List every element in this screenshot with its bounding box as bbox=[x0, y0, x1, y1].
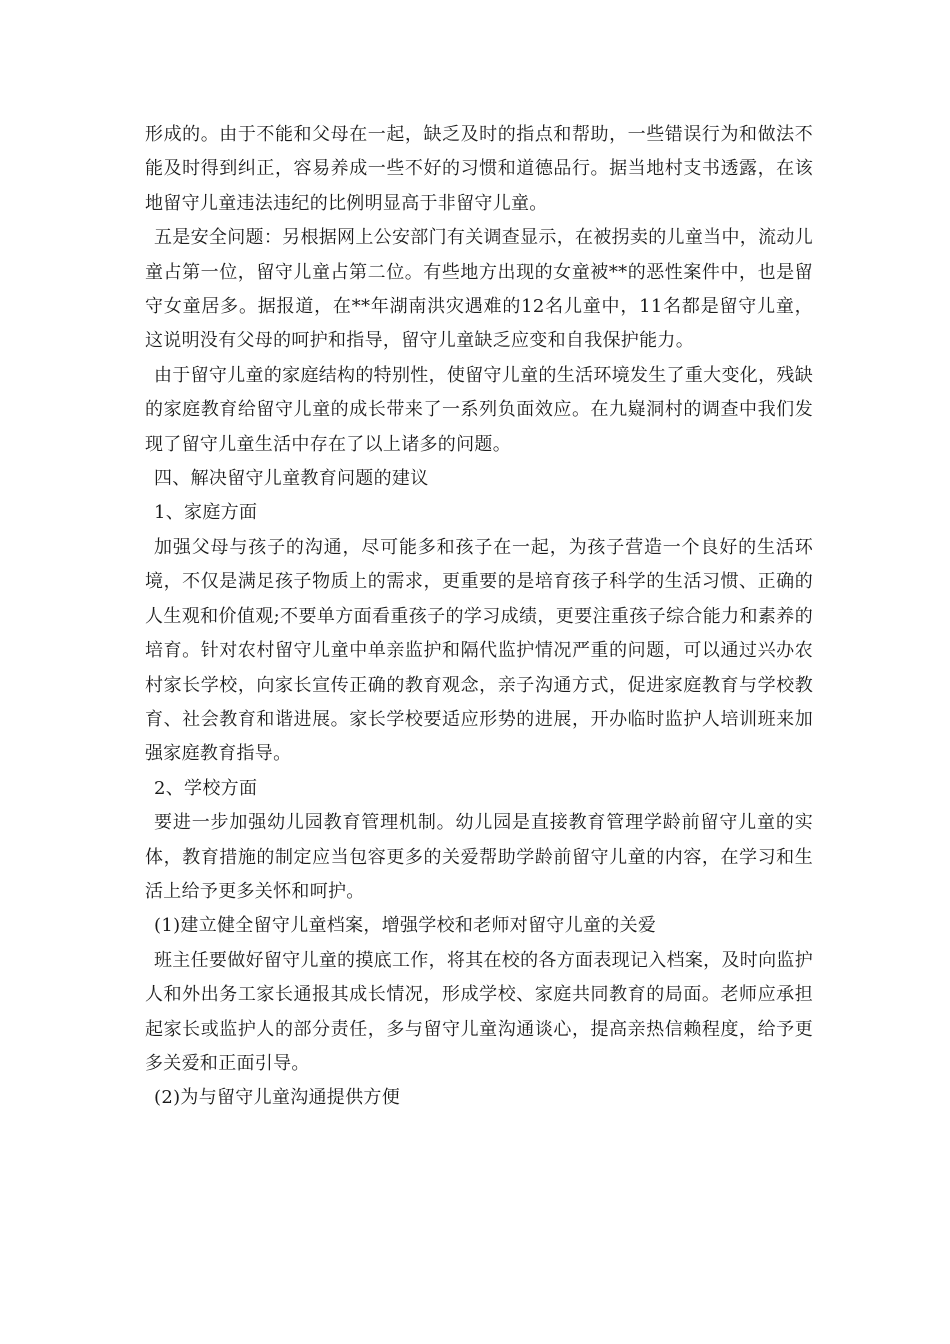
paragraph-summary: 由于留守儿童的家庭结构的特别性，使留守儿童的生活环境发生了重大变化，残缺的家庭教育给留守儿童的成长带来了一系列负面效应。在九嶷洞村的调查中我们发现了留守儿童生活中存在了以上诸多的问题。 bbox=[145, 364, 813, 455]
subheading-family: 1、家庭方面 bbox=[154, 502, 258, 524]
paragraph-family: 加强父母与孩子的沟通，尽可能多和孩子在一起，为孩子营造一个良好的生活环境，不仅是满足孩子物质上的需求，更重要的是培育孩子科学的生活习惯、正确的人生观和价值观;不要单方面看重孩子的学习成绩，更要注重孩子综合能力和素养的培育。针对农村留守儿童中单亲监护和隔代监护情况严重的问题，可以通过兴办农村家长学校，向家长宣传正确的教育观念，亲子沟通方式，促进家庭教育与学校教育、社会教育和谐进展。家长学校要适应形势的进展，开办临时监护人培训班来加强家庭教育指导。 bbox=[145, 536, 813, 765]
paragraph-archive: 班主任要做好留守儿童的摸底工作，将其在校的各方面表现记入档案，及时向监护人和外出务工家长通报其成长情况，形成学校、家庭共同教育的局面。老师应承担起家长或监护人的部分责任，多与留守儿童沟通谈心，提高亲热信赖程度，给予更多关爱和正面引导。 bbox=[145, 949, 813, 1074]
paragraph-continuation: 形成的。由于不能和父母在一起，缺乏及时的指点和帮助，一些错误行为和做法不能及时得到纠正，容易养成一些不好的习惯和道德品行。据当地村支书透露，在该地留守儿童违法违纪的比例明显高于非留守儿童。 bbox=[145, 124, 813, 214]
paragraph-school: 要进一步加强幼儿园教育管理机制。幼儿园是直接教育管理学龄前留守儿童的实体，教育措施的制定应当包容更多的关爱帮助学龄前留守儿童的内容，在学习和生活上给予更多关怀和呵护。 bbox=[145, 812, 813, 902]
paragraph-safety-issue: 五是安全问题：另根据网上公安部门有关调查显示，在被拐卖的儿童当中，流动儿童占第一位，留守儿童占第二位。有些地方出现的女童被**的恶性案件中，也是留守女童居多。据报道，在**年湖南洪灾遇难的12名儿童中，11名都是留守儿童，这说明没有父母的呵护和指导，留守儿童缺乏应变和自我保护能力。 bbox=[145, 227, 813, 352]
document-body bbox=[145, 118, 813, 1116]
subheading-archive: (1)建立健全留守儿童档案，增强学校和老师对留守儿童的关爱 bbox=[154, 915, 657, 937]
section-heading-suggestions: 四、解决留守儿童教育问题的建议 bbox=[154, 468, 429, 490]
subheading-school: 2、学校方面 bbox=[154, 777, 258, 799]
subheading-communication: (2)为与留守儿童沟通提供方便 bbox=[154, 1087, 400, 1109]
